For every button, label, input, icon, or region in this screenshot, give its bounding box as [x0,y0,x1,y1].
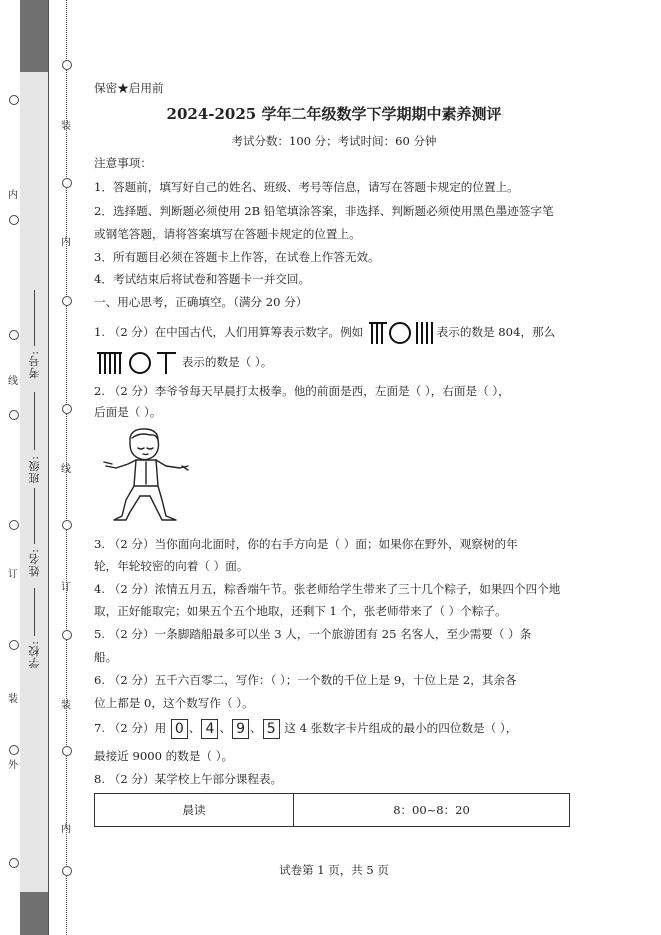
question-2: 2. （2 分）李爷爷每天早晨打太极拳。他的前面是西，左面是（ ），右面是（ ）， [94,384,510,398]
secret-mark: 保密★启用前 [94,81,164,95]
binding-mark: 内 [8,190,18,201]
question-7-line2: 最接近 9000 的数是（ ）。 [94,749,234,763]
ring-icon [62,866,72,876]
note-item: 或钢笔答题，请将答案填写在答题卡规定的位置上。 [94,227,361,241]
digit-card: 5 [263,719,280,739]
ring-icon [62,630,72,640]
ring-icon [62,520,72,530]
table-cell: 8：00~8：20 [393,803,470,817]
digit-card: 0 [171,719,188,739]
binding-mark: 内 [61,824,71,835]
binding-dark-bottom [20,892,48,935]
binding-label-name: 姓名: [28,548,41,577]
ring-icon [62,60,72,70]
question-6: 6. （2 分）五千六百零二，写作：（ ）；一个数的千位上是 9，十位上是 2，其余各 [94,673,517,687]
counting-rods-icon [94,350,178,376]
fill-line [34,588,35,636]
binding-mark: 订 [8,569,18,580]
note-item: 3．所有题目必须在答题卡上作答，在试卷上作答无效。 [94,250,380,264]
digit-card: 4 [201,719,218,739]
fill-line [34,290,35,346]
ring-icon [9,410,19,420]
binding-label-id: 考号: [28,350,41,379]
question-6-line2: 位上都是 0，这个数写作（ ）。 [94,696,254,710]
table-cell: 晨读 [95,794,294,826]
question-5: 5. （2 分）一条脚踏船最多可以坐 3 人，一个旅游团有 25 名客人，至少需要（ ）条 [94,627,532,641]
ring-icon [9,640,19,650]
ring-icon [9,745,19,755]
notes-heading: 注意事项： [94,156,152,170]
binding-mark: 装 [61,121,71,132]
question-1-line2: 表示的数是（ ）。 [94,350,272,376]
binding-mark: 装 [61,700,71,711]
binding-line [48,0,49,935]
page-title: 2024-2025 学年二年级数学下学期期中素养测评 [166,105,502,123]
note-item: 1．答题前，填写好自己的姓名、班级、考号等信息，请写在答题卡规定的位置上。 [94,180,519,194]
binding-mark: 线 [8,376,18,387]
ring-icon [9,215,19,225]
binding-dark-top [20,0,48,72]
page-footer: 试卷第 1 页，共 5 页 [279,863,389,877]
binding-mark: 线 [61,464,71,475]
question-3-line2: 轮，年轮较密的向着（ ）面。 [94,559,249,573]
counting-rods-804-icon [367,320,433,346]
ring-icon [9,330,19,340]
question-2-line2: 后面是（ ）。 [94,405,162,419]
section-heading: 一、用心思考，正确填空。（满分 20 分） [94,295,308,309]
question-3: 3. （2 分）当你面向北面时，你的右手方向是（ ）面；如果你在野外，观察树的年 [94,537,518,551]
note-item: 4．考试结束后将试卷和答题卡一并交回。 [94,272,311,286]
note-item: 2．选择题、判断题必须使用 2B 铅笔填涂答案，非选择、判断题必须使用黑色墨迹签字笔 [94,204,554,218]
ring-icon [62,296,72,306]
binding-mark: 外 [8,760,18,771]
question-4-line2: 取，正好能取完；如果五个五个地取，还剩下 1 个，张老师带来了（ ）个粽子。 [94,604,507,618]
exam-info: 考试分数：100 分；考试时间：60 分钟 [231,134,437,148]
digit-card: 9 [232,719,249,739]
question-4: 4. （2 分）浓情五月五，粽香端午节。张老师给学生带来了三十几个粽子，如果四个四个地 [94,582,561,596]
schedule-table [94,793,570,827]
ring-icon [9,95,19,105]
binding-mark: 订 [61,582,71,593]
ring-icon [62,404,72,414]
fill-line [34,392,35,450]
ring-icon [9,520,19,530]
ring-icon [62,178,72,188]
ring-icon [62,746,72,756]
binding-label-school: 学校: [28,640,41,669]
question-7: 7. （2 分）用 0 、 4 、 9 、 5 这 4 张数字卡片组成的最小的四位数是（ ）， [94,721,518,737]
fill-line [34,488,35,544]
binding-label-class: 班级: [28,455,41,484]
taichi-boy-illustration [100,426,192,530]
binding-mark: 内 [61,237,71,248]
ring-icon [9,858,19,868]
question-1: 1. （2 分）在中国古代，人们用算筹表示数字。例如 表示的数是 804，那么 [94,320,555,346]
binding-mark: 装 [8,694,18,705]
binding-margin [0,0,80,935]
question-8: 8. （2 分）某学校上午部分课程表。 [94,772,283,786]
question-5-line2: 船。 [94,650,118,664]
